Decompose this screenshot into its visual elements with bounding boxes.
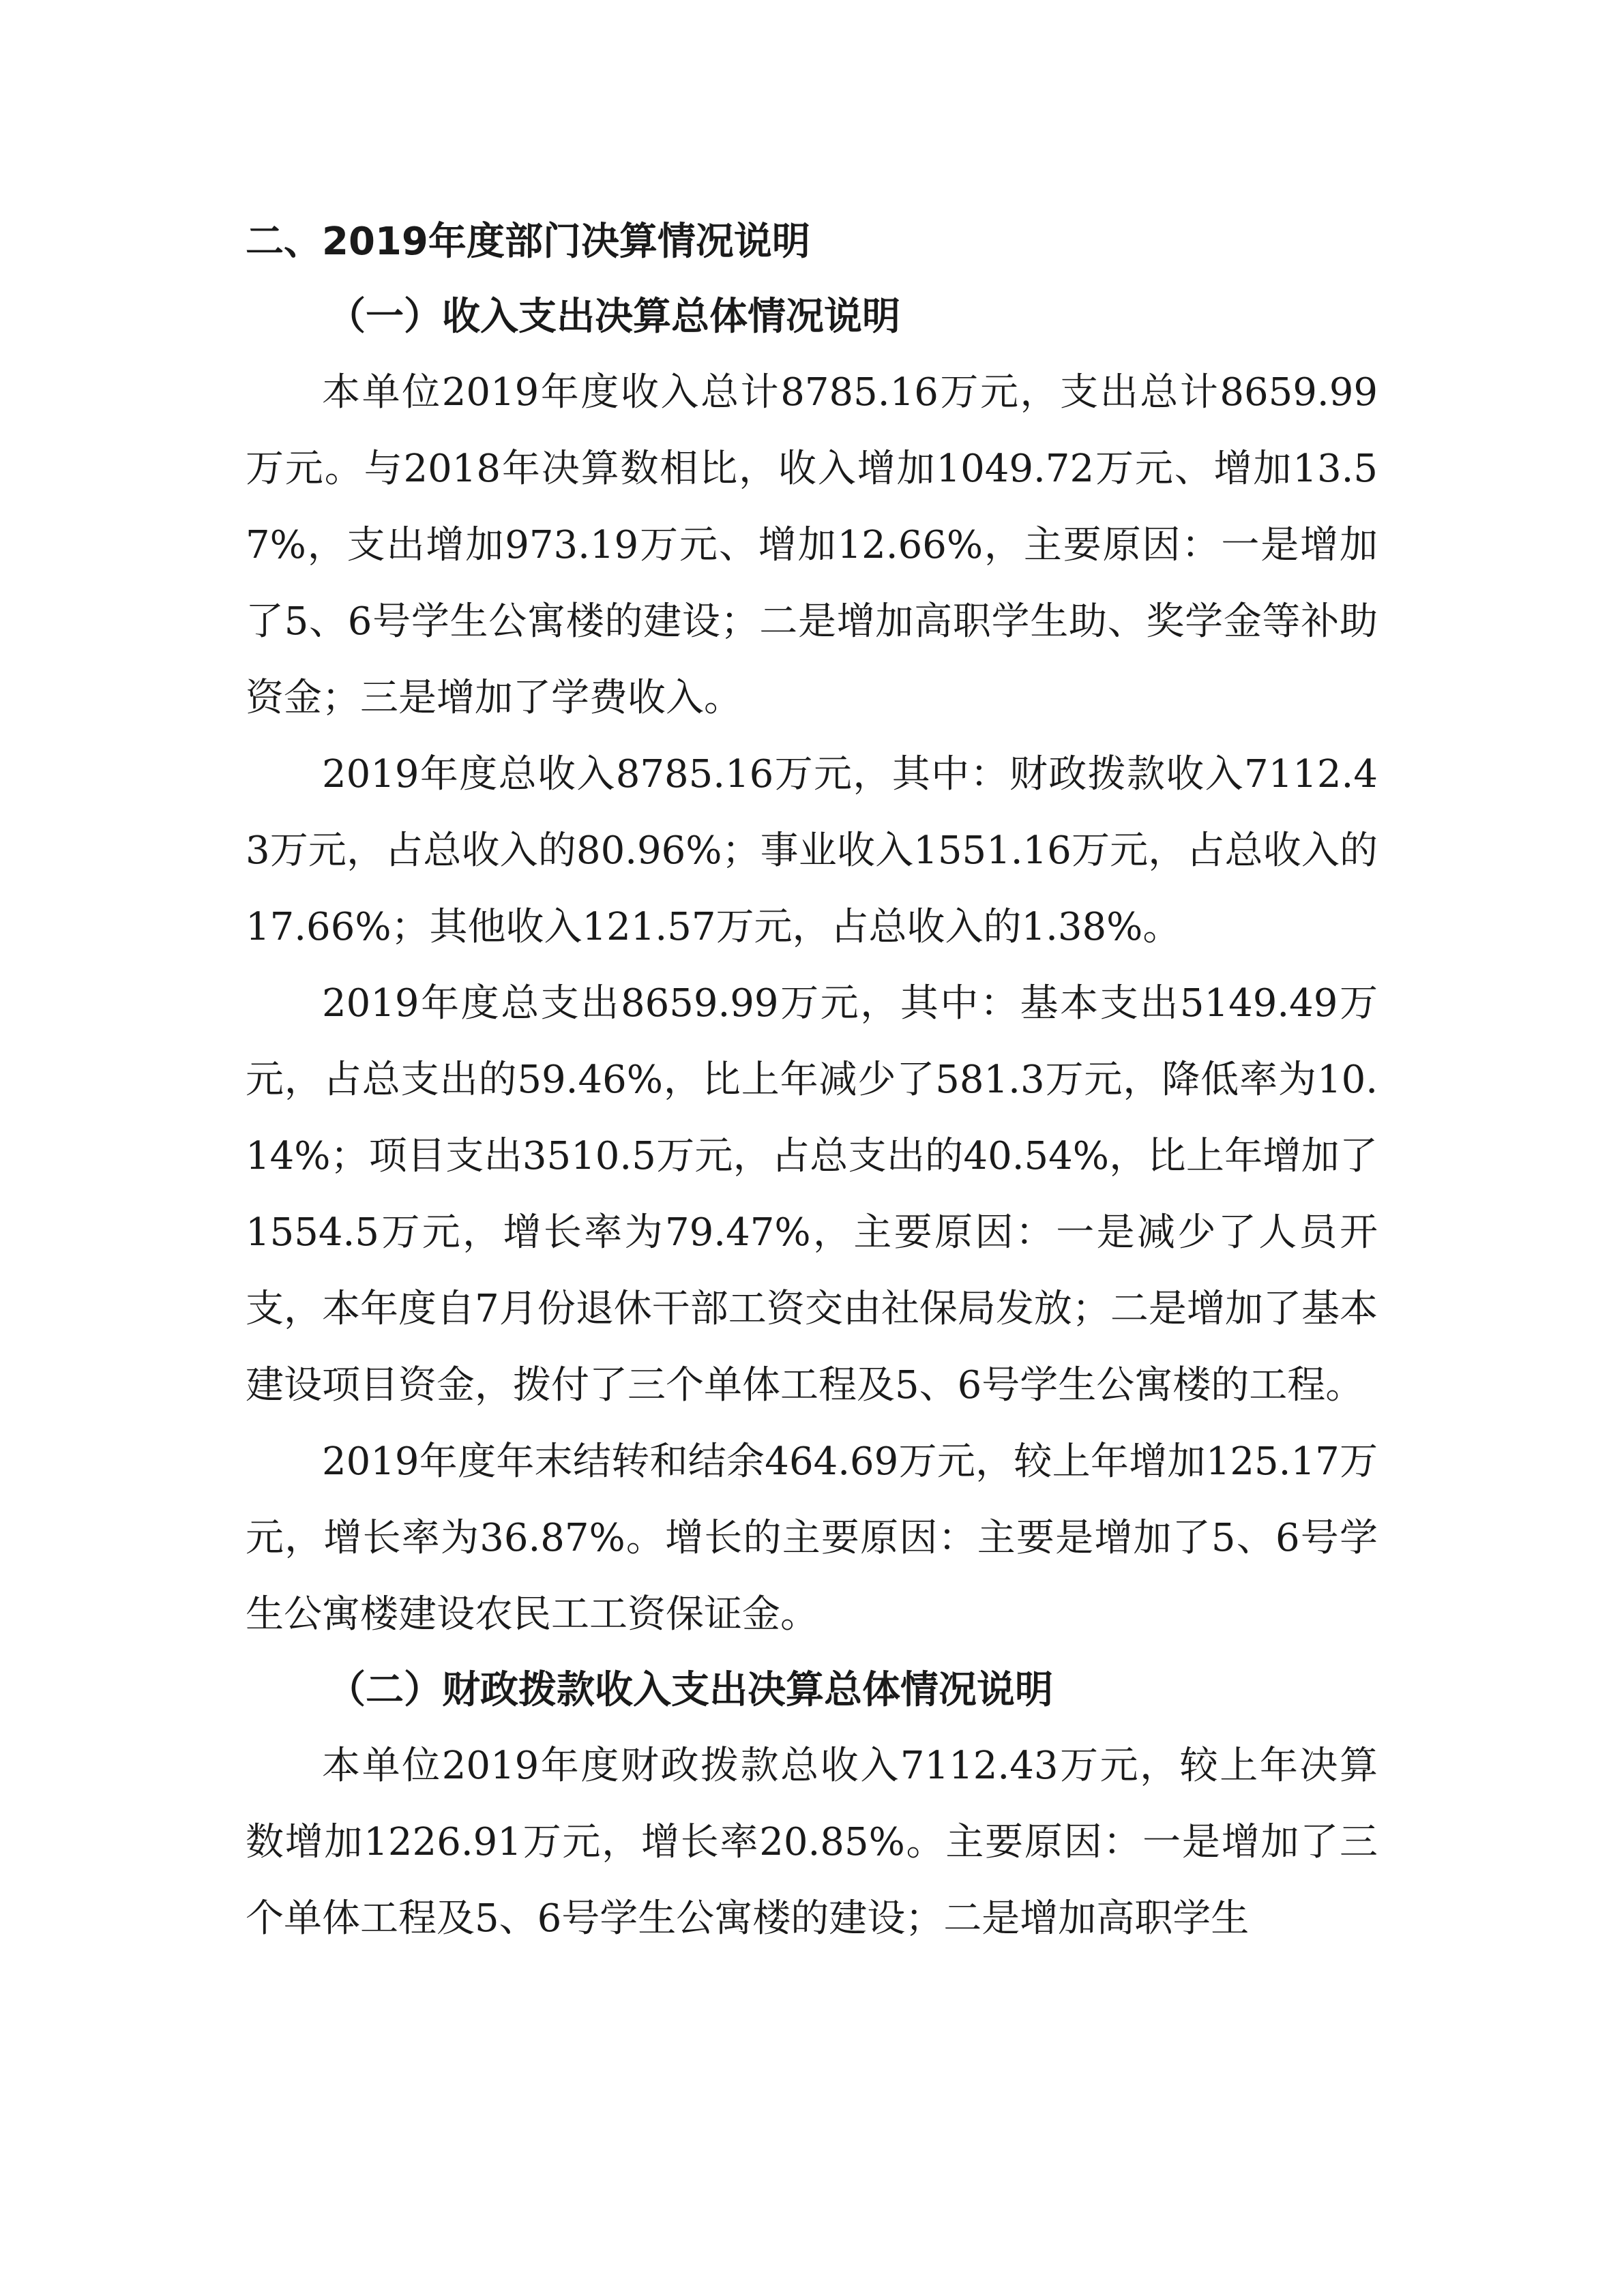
subsection-title-income-expenditure: （一）收入支出决算总体情况说明: [327, 295, 900, 339]
paragraph-total-income: 2019年度总收入8785.16万元，其中：财政拨款收入7112.43万元，占总收入的80.96%；事业收入1551.16万元，占总收入的17.66%；其他收入121.57万元，占总收入的1.38%。: [246, 752, 1378, 949]
paragraph-overall-summary: 本单位2019年度收入总计8785.16万元，支出总计8659.99万元。与2018年决算数相比，收入增加1049.72万元、增加13.57%，支出增加973.19万元、增加12.66%，主要原因：一是增加了5、6号学生公寓楼的建设；二是增加高职学生助、奖学金等补助资金；三是增加了学费收入。: [246, 370, 1378, 720]
document-body: [246, 205, 1378, 1957]
subsection-title-fiscal-appropriation: （二）财政拨款收入支出决算总体情况说明: [327, 1668, 1053, 1712]
section-title: 二、2019年度部门决算情况说明: [246, 220, 810, 264]
paragraph-total-expenditure: 2019年度总支出8659.99万元，其中：基本支出5149.49万元，占总支出的59.46%，比上年减少了581.3万元，降低率为10.14%；项目支出3510.5万元，占总支出的40.54%，比上年增加了1554.5万元，增长率为79.47%，主要原因：一是减少了人员开支，本年度自7月份退休干部工资交由社保局发放；二是增加了基本建设项目资金，拨付了三个单体工程及5、6号学生公寓楼的工程。: [246, 981, 1378, 1407]
paragraph-fiscal-appropriation: 本单位2019年度财政拨款总收入7112.43万元，较上年决算数增加1226.91万元，增长率20.85%。主要原因：一是增加了三个单体工程及5、6号学生公寓楼的建设；二是增加高职学生: [246, 1744, 1378, 1941]
paragraph-year-end-balance: 2019年度年末结转和结余464.69万元，较上年增加125.17万元，增长率为36.87%。增长的主要原因：主要是增加了5、6号学生公寓楼建设农民工工资保证金。: [246, 1440, 1378, 1637]
